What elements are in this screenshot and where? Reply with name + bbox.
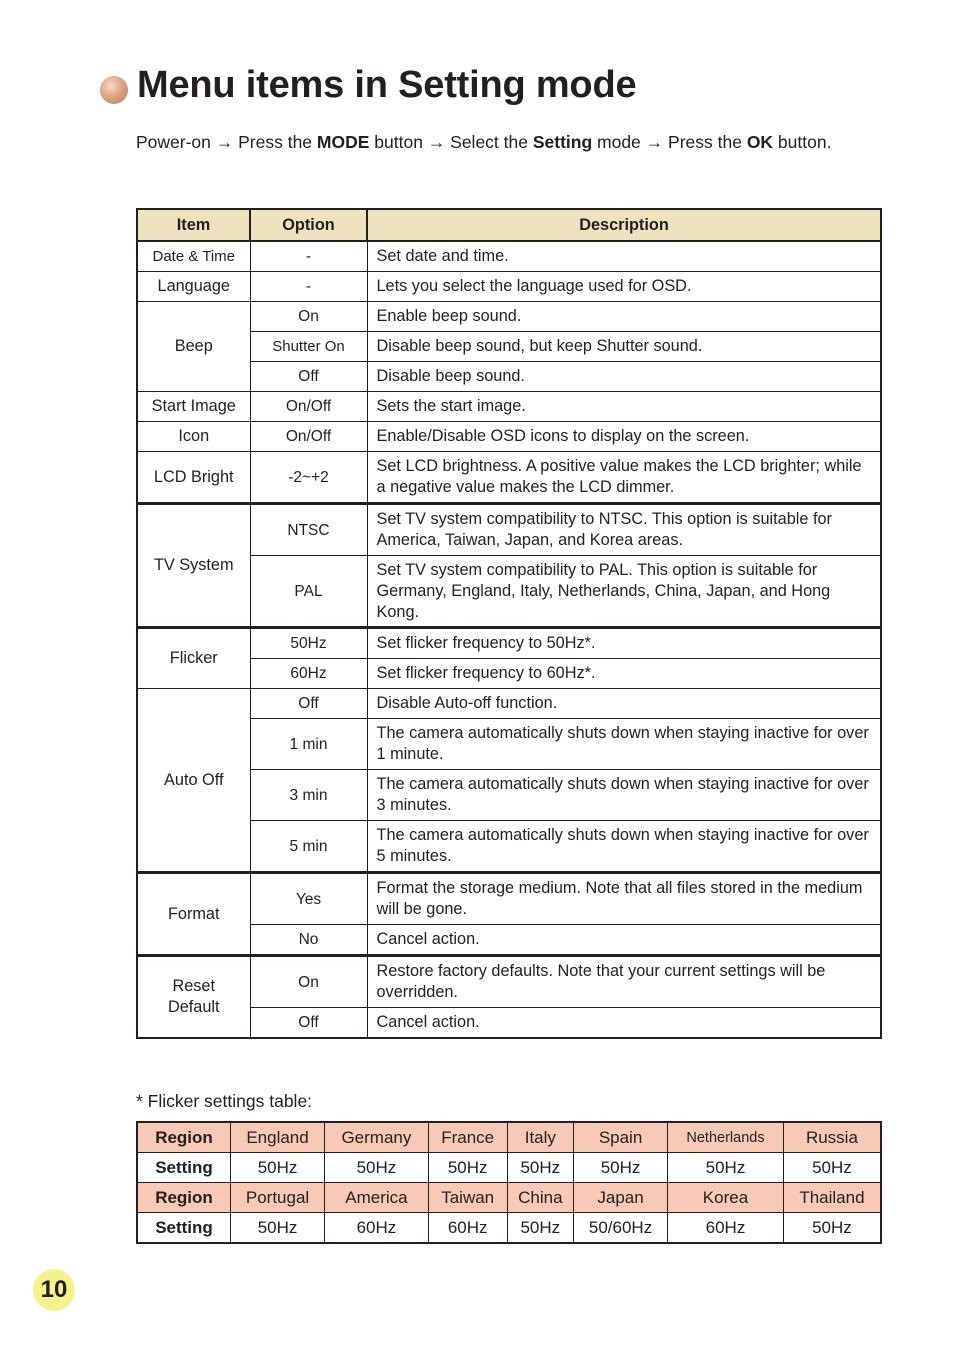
option-cell: - [250,272,367,302]
setting-cell: 50Hz [783,1153,881,1183]
table-row [137,272,881,302]
description-cell: Set flicker frequency to 50Hz*. [367,628,881,659]
setting-cell: 50Hz [668,1153,784,1183]
table-row [137,689,881,719]
table-row [137,422,881,452]
description-cell: Set date and time. [367,241,881,272]
table-row [137,873,881,925]
description-cell: Disable Auto-off function. [367,689,881,719]
setting-cell: 50Hz [325,1153,429,1183]
region-row [137,1183,881,1213]
region-label: Region [137,1122,231,1153]
option-cell: On [250,956,367,1008]
region-cell: Taiwan [428,1183,507,1213]
page-title: Menu items in Setting mode [137,64,637,106]
flicker-footnote: * Flicker settings table: [136,1091,313,1111]
table-row [137,392,881,422]
setting-row [137,1213,881,1244]
description-cell: The camera automatically shuts down when staying inactive for over 1 minute. [367,719,881,770]
option-cell: On [250,302,367,332]
option-cell: NTSC [250,504,367,556]
intro-mode-keyword: MODE [316,132,370,152]
setting-cell: 50Hz [783,1213,881,1244]
item-cell: Flicker [137,628,250,689]
setting-cell: 60Hz [325,1213,429,1244]
item-cell: Date & Time [137,241,250,272]
option-cell: Shutter On [250,332,367,362]
setting-cell: 50/60Hz [574,1213,668,1244]
setting-cell: 60Hz [428,1213,507,1244]
item-cell: Icon [137,422,250,452]
option-cell: Off [250,362,367,392]
item-cell: Reset Default [137,956,250,1039]
option-cell: 5 min [250,821,367,873]
intro-setting-keyword: Setting [532,132,593,152]
description-cell: Restore factory defaults. Note that your current settings will be overridden. [367,956,881,1008]
intro-text [136,130,876,154]
option-cell: No [250,925,367,956]
column-header-option: Option [250,209,367,241]
description-cell: Disable beep sound, but keep Shutter sound. [367,332,881,362]
description-cell: Sets the start image. [367,392,881,422]
table-row [137,504,881,556]
table-row [137,956,881,1008]
menu-items-table [136,208,882,1039]
description-cell: Enable beep sound. [367,302,881,332]
region-cell: Portugal [231,1183,325,1213]
option-cell: 3 min [250,770,367,821]
option-cell: 1 min [250,719,367,770]
description-cell: Enable/Disable OSD icons to display on the screen. [367,422,881,452]
description-cell: Disable beep sound. [367,362,881,392]
region-cell: America [325,1183,429,1213]
region-cell: Russia [783,1122,881,1153]
description-cell: Format the storage medium. Note that all files stored in the medium will be gone. [367,873,881,925]
table-row [137,302,881,332]
region-cell: Italy [507,1122,573,1153]
region-label: Region [137,1183,231,1213]
description-cell: The camera automatically shuts down when staying inactive for over 5 minutes. [367,821,881,873]
setting-label: Setting [137,1213,231,1244]
intro-part: button. [773,132,832,152]
item-cell: Start Image [137,392,250,422]
intro-ok-keyword: OK [746,132,774,152]
description-cell: Set flicker frequency to 60Hz*. [367,659,881,689]
region-cell: Thailand [783,1183,881,1213]
table-header-row [137,209,881,241]
description-cell: The camera automatically shuts down when staying inactive for over 3 minutes. [367,770,881,821]
setting-cell: 50Hz [428,1153,507,1183]
region-row [137,1122,881,1153]
option-cell: Yes [250,873,367,925]
intro-part: button → Select the [369,132,533,152]
description-cell: Set TV system compatibility to NTSC. This option is suitable for America, Taiwan, Japan, and Korea areas. [367,504,881,556]
item-cell: LCD Bright [137,452,250,504]
region-cell: England [231,1122,325,1153]
setting-label: Setting [137,1153,231,1183]
item-cell: Auto Off [137,689,250,873]
region-cell: China [507,1183,573,1213]
table-row [137,241,881,272]
intro-part: mode → Press the [592,132,747,152]
description-cell: Set LCD brightness. A positive value makes the LCD brighter; while a negative value makes the LCD dimmer. [367,452,881,504]
setting-cell: 50Hz [507,1213,573,1244]
setting-row [137,1153,881,1183]
region-cell: Germany [325,1122,429,1153]
option-cell: Off [250,689,367,719]
setting-cell: 50Hz [231,1213,325,1244]
option-cell: PAL [250,556,367,628]
item-cell: TV System [137,504,250,628]
item-cell: Beep [137,302,250,392]
option-cell: - [250,241,367,272]
heading-bullet-icon [100,76,128,104]
table-row [137,628,881,659]
description-cell: Lets you select the language used for OSD. [367,272,881,302]
option-cell: On/Off [250,422,367,452]
setting-cell: 50Hz [231,1153,325,1183]
description-cell: Set TV system compatibility to PAL. This option is suitable for Germany, England, Italy, Netherlands, China, Japan, and Hong Kong. [367,556,881,628]
item-cell: Format [137,873,250,956]
region-cell: France [428,1122,507,1153]
flicker-settings-table [136,1121,882,1244]
option-cell: -2~+2 [250,452,367,504]
option-cell: On/Off [250,392,367,422]
page-number: 10 [33,1269,75,1311]
description-cell: Cancel action. [367,925,881,956]
item-cell: Language [137,272,250,302]
table-row [137,452,881,504]
option-cell: 50Hz [250,628,367,659]
intro-part: Power-on → Press the [136,132,317,152]
column-header-item: Item [137,209,250,241]
description-cell: Cancel action. [367,1008,881,1039]
setting-cell: 50Hz [507,1153,573,1183]
region-cell: Korea [668,1183,784,1213]
region-cell: Netherlands [668,1122,784,1153]
setting-cell: 60Hz [668,1213,784,1244]
setting-cell: 50Hz [574,1153,668,1183]
column-header-description: Description [367,209,881,241]
option-cell: Off [250,1008,367,1039]
option-cell: 60Hz [250,659,367,689]
region-cell: Spain [574,1122,668,1153]
region-cell: Japan [574,1183,668,1213]
